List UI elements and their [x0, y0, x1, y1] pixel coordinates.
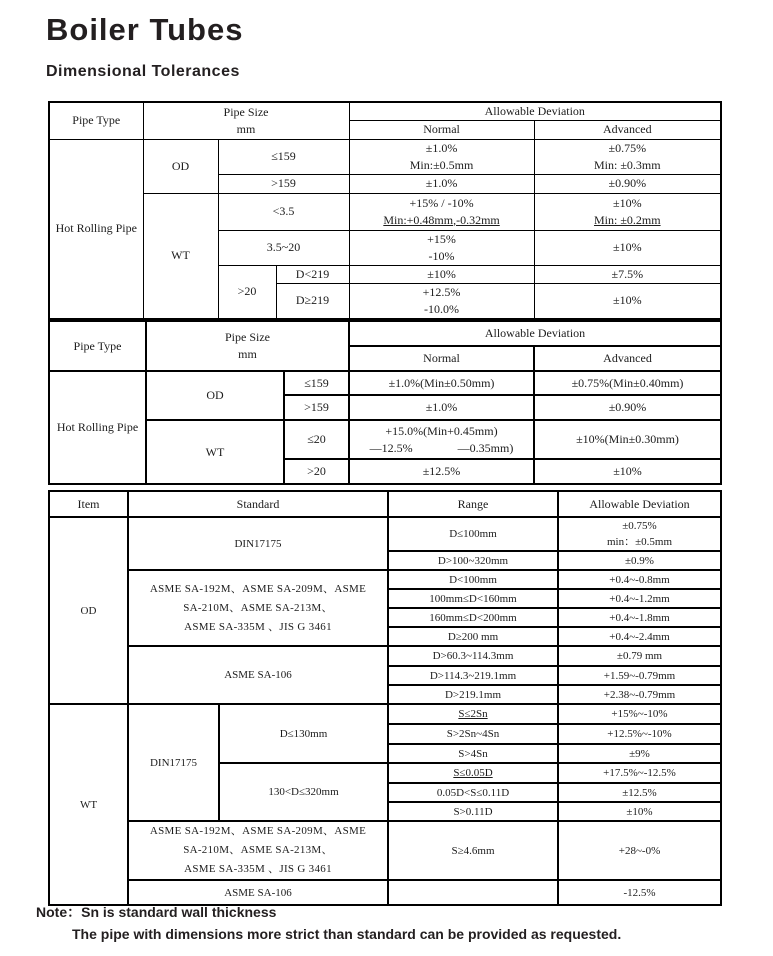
deviation-cell: +2.38~-0.79mm [558, 685, 721, 704]
header-advanced: Advanced [534, 346, 721, 371]
normal-cell: ±1.0% [349, 395, 534, 420]
header-allowable-deviation: Allowable Deviation [349, 321, 721, 346]
size-cell: D<219 [276, 265, 349, 283]
range-cell: D<100mm [388, 570, 558, 589]
note-line-1: Note：Sn is standard wall thickness [36, 904, 277, 920]
advanced-cell: ±10% Min: ±0.2mm [534, 193, 721, 230]
range-cell [388, 880, 558, 905]
header-allowable-deviation: Allowable Deviation [558, 491, 721, 517]
table-row [49, 420, 721, 459]
header-pipe-size-unit: mm [236, 121, 256, 136]
deviation-cell: +15%~-10% [558, 704, 721, 724]
header-pipe-type: Pipe Type [49, 102, 143, 139]
diameter-group-cell: D≤130mm [219, 704, 388, 763]
range-cell: D≤100mm [388, 517, 558, 551]
od-label-cell: OD [146, 371, 284, 420]
normal-cell: ±1.0%(Min±0.50mm) [349, 371, 534, 395]
standard-cell: DIN17175 [128, 704, 219, 821]
range-cell: S≥4.6mm [388, 821, 558, 880]
advanced-cell: ±7.5% [534, 265, 721, 283]
range-cell: D>114.3~219.1mm [388, 666, 558, 685]
table-row [49, 321, 721, 346]
deviation-cell: +17.5%~-12.5% [558, 763, 721, 783]
range-cell: 100mm≤D<160mm [388, 589, 558, 608]
normal-cell: ±12.5% [349, 459, 534, 484]
range-cell: S>0.11D [388, 802, 558, 821]
table-row [49, 139, 721, 174]
standards-table [48, 490, 722, 906]
size-cell: >159 [218, 174, 349, 193]
table-row [49, 704, 721, 724]
advanced-cell: ±10%(Min±0.30mm) [534, 420, 721, 459]
size-cell: ≤159 [218, 139, 349, 174]
advanced-cell: ±10% [534, 459, 721, 484]
wt-label-cell: WT [143, 193, 218, 319]
header-normal: Normal [349, 120, 534, 139]
size-cell: >159 [284, 395, 349, 420]
standard-cell: ASME SA-106 [128, 880, 388, 905]
standard-cell: ASME SA-106 [128, 646, 388, 704]
table-row [49, 646, 721, 666]
size-cell: ≤20 [284, 420, 349, 459]
size-cell: D≥219 [276, 283, 349, 319]
range-cell: D>219.1mm [388, 685, 558, 704]
header-pipe-size-label: Pipe Size [225, 330, 270, 344]
range-cell: 0.05D<S≤0.11D [388, 783, 558, 802]
size-cell: ≤159 [284, 371, 349, 395]
pipe-type-cell: Hot Rolling Pipe [49, 139, 143, 319]
deviation-cell: ±0.9% [558, 551, 721, 570]
page-subtitle: Dimensional Tolerances [46, 63, 240, 80]
table-row [49, 491, 721, 517]
normal-cell: +15% / -10% Min:+0.48mm,-0.32mm [349, 193, 534, 230]
deviation-cell: -12.5% [558, 880, 721, 905]
range-cell: D≥200 mm [388, 627, 558, 646]
header-normal: Normal [349, 346, 534, 371]
header-item: Item [49, 491, 128, 517]
deviation-cell: +0.4~-2.4mm [558, 627, 721, 646]
deviation-cell: ±10% [558, 802, 721, 821]
advanced-cell: ±10% [534, 283, 721, 319]
deviation-cell: +1.59~-0.79mm [558, 666, 721, 685]
deviation-cell: +12.5%~-10% [558, 724, 721, 744]
table-row [49, 371, 721, 395]
od-label-cell: OD [143, 139, 218, 193]
header-pipe-size [146, 321, 349, 371]
header-pipe-type: Pipe Type [49, 321, 146, 371]
note-line-2: The pipe with dimensions more strict than standard can be provided as requested. [72, 926, 622, 942]
table-row [49, 193, 721, 230]
diameter-group-cell: 130<D≤320mm [219, 763, 388, 821]
header-pipe-size-unit: mm [238, 347, 257, 361]
advanced-cell: ±0.90% [534, 174, 721, 193]
page-title: Boiler Tubes [46, 12, 244, 47]
deviation-cell: ±0.75% min：±0.5mm [558, 517, 721, 551]
pipe-type-cell: Hot Rolling Pipe [49, 371, 146, 484]
tolerance-table-1 [48, 101, 722, 320]
wt-label-cell: WT [146, 420, 284, 484]
header-pipe-size [143, 102, 349, 139]
range-cell: S>4Sn [388, 744, 558, 763]
size-cell: <3.5 [218, 193, 349, 230]
header-standard: Standard [128, 491, 388, 517]
normal-cell: +15.0%(Min+0.45mm) —12.5% —0.35mm) [349, 420, 534, 459]
standard-cell: DIN17175 [128, 517, 388, 570]
deviation-cell: ±12.5% [558, 783, 721, 802]
tolerance-table-2 [48, 320, 722, 485]
table-row [49, 517, 721, 551]
table-row [49, 570, 721, 589]
header-advanced: Advanced [534, 120, 721, 139]
table-row [49, 821, 721, 880]
range-cell: 160mm≤D<200mm [388, 608, 558, 627]
header-range: Range [388, 491, 558, 517]
item-cell: OD [49, 517, 128, 704]
deviation-cell: +0.4~-1.8mm [558, 608, 721, 627]
advanced-cell: ±0.75%(Min±0.40mm) [534, 371, 721, 395]
size-group-cell: >20 [218, 265, 276, 319]
range-cell: S>2Sn~4Sn [388, 724, 558, 744]
standard-cell: ASME SA-192M、ASME SA-209M、ASME SA-210M、ASME SA-213M、 ASME SA-335M 、JIS G 3461 [128, 570, 388, 646]
range-cell: D>100~320mm [388, 551, 558, 570]
deviation-cell: +28~-0% [558, 821, 721, 880]
normal-cell: ±1.0% Min:±0.5mm [349, 139, 534, 174]
range-cell: D>60.3~114.3mm [388, 646, 558, 666]
normal-cell: +15% -10% [349, 230, 534, 265]
header-allowable-deviation: Allowable Deviation [349, 102, 721, 120]
size-cell: >20 [284, 459, 349, 484]
normal-cell: ±1.0% [349, 174, 534, 193]
table-row [49, 102, 721, 120]
normal-cell: +12.5% -10.0% [349, 283, 534, 319]
advanced-cell: ±0.90% [534, 395, 721, 420]
header-pipe-size-label: Pipe Size [223, 104, 269, 119]
item-cell: WT [49, 704, 128, 905]
size-cell: 3.5~20 [218, 230, 349, 265]
deviation-cell: ±9% [558, 744, 721, 763]
range-cell: S≤2Sn [388, 704, 558, 724]
deviation-cell: +0.4~-0.8mm [558, 570, 721, 589]
deviation-cell: ±0.79 mm [558, 646, 721, 666]
standard-cell: ASME SA-192M、ASME SA-209M、ASME SA-210M、ASME SA-213M、 ASME SA-335M 、JIS G 3461 [128, 821, 388, 880]
advanced-cell: ±10% [534, 230, 721, 265]
normal-cell: ±10% [349, 265, 534, 283]
advanced-cell: ±0.75% Min: ±0.3mm [534, 139, 721, 174]
range-cell: S≤0.05D [388, 763, 558, 783]
deviation-cell: +0.4~-1.2mm [558, 589, 721, 608]
